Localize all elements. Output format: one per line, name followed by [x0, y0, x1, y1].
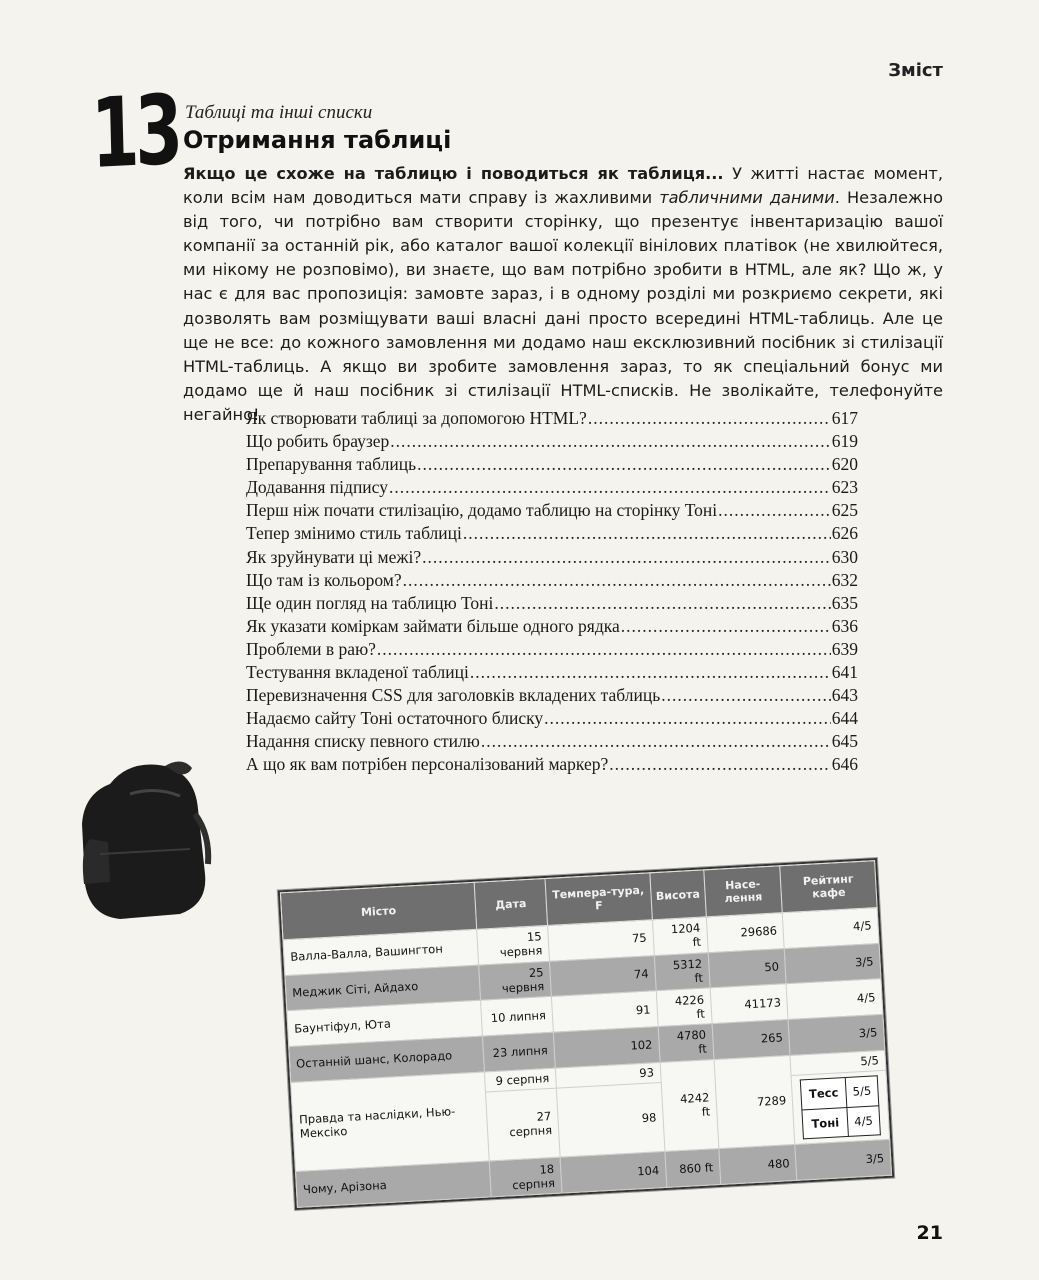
cell-city: Чому, Арізона — [296, 1161, 492, 1207]
toc-leader-dots — [481, 731, 831, 752]
cell-city: Меджик Сіті, Айдахо — [285, 965, 481, 1011]
cell-temperature: 74 — [549, 955, 656, 996]
cell-date: 15 червня — [477, 925, 550, 964]
toc-entry — [246, 708, 858, 731]
cell-rating: 3/5 — [784, 943, 880, 984]
toc-leader-dots — [403, 570, 831, 591]
cell-population: 41173 — [710, 984, 788, 1024]
nested-rating: 5/5 — [845, 1076, 879, 1107]
toc-entry-page: 617 — [831, 408, 858, 428]
toc-entry — [246, 616, 858, 639]
cell-altitude: 4780 ft — [658, 1024, 714, 1063]
toc-entry — [246, 754, 858, 777]
intro-text-2: . Незалежно від того, чи потрібно вам створити сторінку, що презентує інвентаризацію вашої компанії за останній рік, або каталог вашої колекції вінілових платівок (не хвилюйтеся, ми нікому не розповімо), ви знаєте, що вам потрібно зробити в HTML, але як? Що ж, у нас є для вас пропозиція: замовте зараз, і в одному розділі ми розкриємо секрети, які дозволять вам розміщувати ваші власні дані просто всередині HTML-таблиць. Але це ще не все: до кожного замовлення ми додамо наш ексклюзивний посібник зі стилізації HTML-таблиць. А якщо ви зробите замовлення зараз, то як спеціальний бонус ми додамо ще й наш посібник зі стилізації HTML-списків. Не зволікайте, телефонуйте негайно! — [183, 188, 943, 424]
toc-entry-title: Що там із кольором? — [246, 569, 402, 590]
cell-city: Правда та наслідки, Нью-Мексіко — [291, 1072, 490, 1172]
toc-leader-dots — [621, 616, 831, 637]
toc-entry — [246, 431, 858, 454]
toc-entry — [246, 408, 858, 431]
toc-entry-title: Ще один погляд на таблицю Тоні — [246, 592, 494, 613]
intro-text-1: У житті настає момент, коли всім нам доводиться мати справу із жахливими — [183, 164, 943, 208]
chapter-intro — [183, 162, 943, 427]
cell-temperature: 104 — [560, 1152, 667, 1193]
toc-entry-page: 645 — [831, 731, 858, 752]
cell-date: 23 липня — [482, 1032, 555, 1071]
cell-date: 9 серпня — [484, 1068, 556, 1092]
toc-entry-title: Надання списку певного стилю — [246, 731, 480, 752]
toc-entry — [246, 570, 858, 593]
toc-leader-dots — [422, 547, 831, 568]
toc-entry — [246, 662, 858, 685]
toc-leader-dots — [588, 408, 831, 429]
cell-rating: 4/5 — [783, 908, 879, 949]
header-city: Місто — [280, 882, 476, 939]
cell-population: 480 — [719, 1145, 797, 1185]
toc-entry-page: 620 — [831, 454, 858, 475]
header-altitude: Висота — [650, 870, 707, 920]
cell-city: Валла-Валла, Вашингтон — [283, 929, 479, 975]
toc-entry-page: 623 — [831, 477, 858, 498]
backpack-illustration — [70, 754, 220, 924]
toc-entry-page: 632 — [831, 569, 858, 590]
cell-temperature: 93 — [555, 1062, 661, 1088]
header-population: Насе-лення — [704, 866, 783, 917]
header-date: Дата — [474, 878, 547, 929]
cell-rating: 3/5 — [795, 1140, 891, 1181]
toc-entry-page: 644 — [831, 708, 858, 729]
cell-date: 25 червня — [479, 961, 552, 1000]
cell-date: 10 липня — [481, 997, 554, 1036]
toc-entry-page: 643 — [831, 685, 858, 706]
nested-name: Тоні — [802, 1107, 848, 1139]
toc-entry — [246, 639, 858, 662]
toc-entry-title: Як створювати таблиці за допомогою HTML? — [246, 408, 587, 428]
cell-altitude: 5312 ft — [654, 952, 710, 991]
cell-temperature: 98 — [556, 1083, 664, 1158]
toc-entry-title: Проблеми в раю? — [246, 638, 376, 659]
cell-temperature: 102 — [553, 1027, 660, 1068]
toc-entry-title: Додавання підпису — [246, 477, 388, 498]
intro-emphasis: табличними даними — [659, 188, 835, 208]
toc-entry-title: Як указати коміркам займати більше одного рядка — [246, 615, 620, 636]
toc-entry-page: 626 — [831, 523, 858, 544]
toc-entry-page: 636 — [831, 615, 858, 636]
page-number: 21 — [916, 1222, 943, 1244]
cell-population: 265 — [712, 1020, 790, 1060]
nested-name: Тесс — [801, 1078, 847, 1110]
toc-entry — [246, 500, 858, 523]
cell-altitude: 860 ft — [665, 1149, 721, 1188]
toc-entry-page: 641 — [831, 662, 858, 683]
toc-entry-page: 619 — [831, 431, 858, 452]
toc-entry — [246, 523, 858, 546]
toc-entry-page: 639 — [831, 638, 858, 659]
nested-row — [801, 1076, 879, 1110]
cell-date: 27 серпня — [485, 1088, 560, 1161]
toc-leader-dots — [544, 708, 831, 729]
cell-date: 18 серпня — [489, 1157, 562, 1196]
cell-nested-rating — [791, 1070, 889, 1144]
toc-entry-page: 630 — [831, 546, 858, 567]
toc-entry-title: Препарування таблиць — [246, 454, 417, 475]
cell-altitude: 1204 ft — [652, 917, 708, 956]
toc-entry — [246, 547, 858, 570]
toc-leader-dots — [494, 593, 830, 614]
toc-entry-title: Перевизначення CSS для заголовків вкладених таблиць — [246, 685, 661, 706]
cell-population: 29686 — [706, 913, 784, 953]
table-of-contents — [246, 408, 858, 778]
toc-entry — [246, 593, 858, 616]
toc-leader-dots — [718, 500, 831, 521]
cell-rating: 4/5 — [786, 979, 882, 1020]
toc-entry-title: Як зруйнувати ці межі? — [246, 546, 422, 567]
toc-entry-title: А що як вам потрібен персоналізований маркер? — [246, 754, 609, 775]
toc-leader-dots — [609, 754, 830, 775]
toc-entry-title: Тестування вкладеної таблиці — [246, 662, 469, 683]
cell-temperature: 91 — [551, 991, 658, 1032]
toc-entry-title: Тепер змінимо стиль таблиці — [246, 523, 462, 544]
header-temperature: Темпера-тура, F — [545, 873, 652, 926]
toc-leader-dots — [417, 454, 831, 475]
intro-lead: Якщо це схоже на таблицю і поводиться як таблиця... — [183, 164, 724, 183]
toc-leader-dots — [470, 662, 831, 683]
toc-entry-page: 635 — [831, 592, 858, 613]
cell-city: Останній шанс, Колорадо — [289, 1036, 485, 1082]
toc-entry — [246, 685, 858, 708]
toc-entry-page: 625 — [831, 500, 858, 521]
toc-entry-title: Що робить браузер — [246, 431, 390, 452]
cell-population: 7289 — [714, 1055, 795, 1149]
nested-rating: 4/5 — [847, 1106, 881, 1137]
cell-rating: 5/5 — [790, 1050, 886, 1076]
nested-rating-table — [800, 1075, 881, 1139]
toc-entry-page: 646 — [831, 754, 858, 775]
toc-leader-dots — [463, 523, 831, 544]
toc-leader-dots — [390, 431, 830, 452]
cell-altitude: 4226 ft — [656, 988, 712, 1027]
header-cafe-rating: Рейтинг кафе — [780, 861, 877, 913]
cell-population: 50 — [708, 948, 786, 988]
chapter-subtitle: Таблиці та інші списки — [185, 102, 373, 123]
toc-entry — [246, 731, 858, 754]
chapter-title: Отримання таблиці — [183, 126, 452, 154]
toc-leader-dots — [661, 685, 831, 706]
toc-leader-dots — [377, 639, 831, 660]
cities-table — [280, 860, 892, 1208]
chapter-number: 13 — [89, 73, 181, 190]
cell-altitude: 4242 ft — [660, 1059, 719, 1151]
running-head: Зміст — [888, 60, 943, 81]
sample-table-image — [278, 858, 894, 1210]
cell-temperature: 75 — [547, 920, 654, 961]
toc-entry-title: Перш ніж почати стилізацію, додамо таблицю на сторінку Тоні — [246, 500, 718, 521]
toc-leader-dots — [389, 477, 831, 498]
nested-row — [802, 1106, 880, 1140]
toc-entry-title: Надаємо сайту Тоні остаточного блиску — [246, 708, 544, 729]
toc-entry — [246, 454, 858, 477]
toc-entry — [246, 477, 858, 500]
cell-city: Баунтіфул, Юта — [287, 1000, 483, 1046]
cell-rating: 3/5 — [788, 1014, 884, 1055]
